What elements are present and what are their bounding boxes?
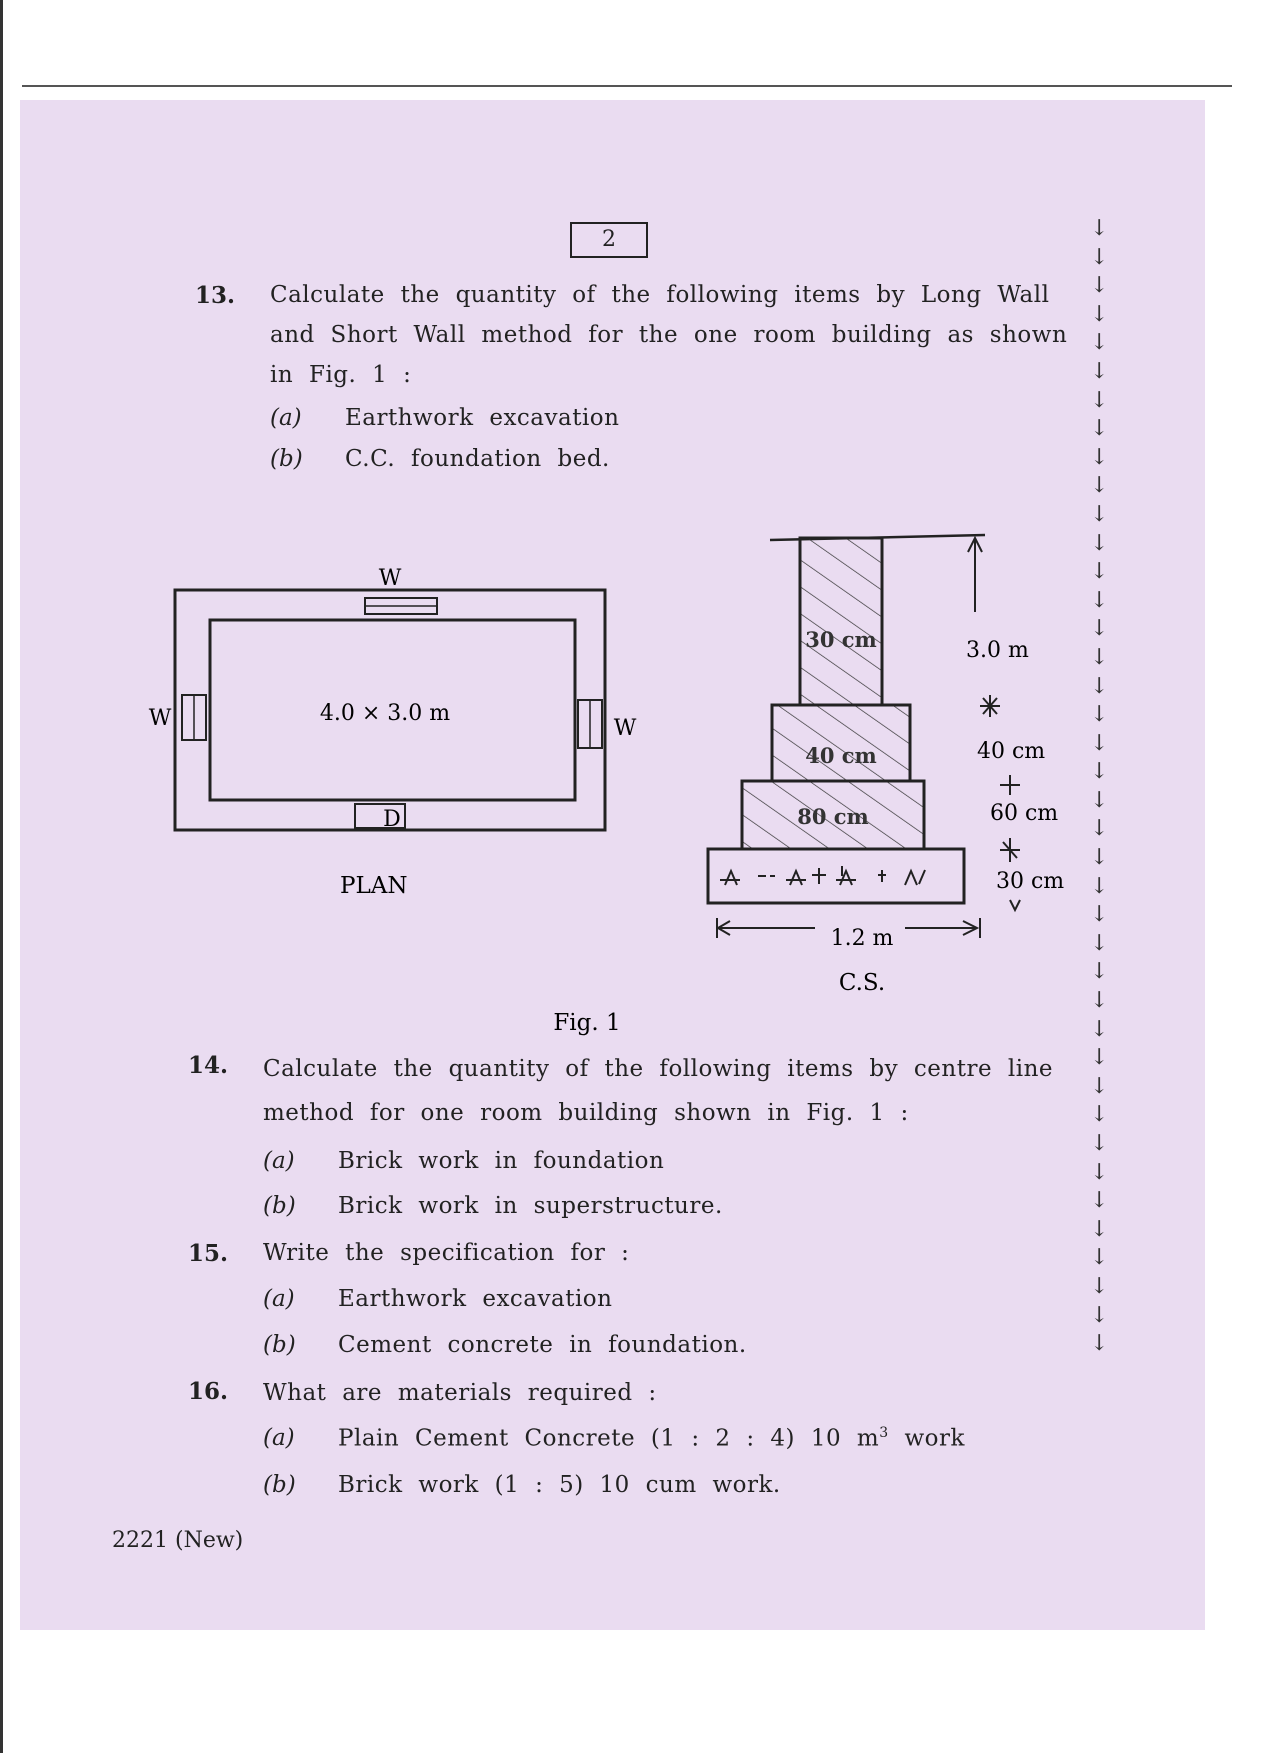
dim-tick-2	[1000, 838, 1020, 862]
question-16-line-1: What are materials required :	[263, 1380, 657, 1406]
margin-arrow-icon: ↓	[1090, 902, 1109, 928]
plan-label-window-right: W	[613, 716, 637, 741]
margin-arrow-icon: ↓	[1090, 1016, 1109, 1042]
margin-arrow-icon: ↓	[1090, 816, 1109, 842]
section-base-width: 1.2 m	[830, 926, 894, 951]
question-16-part-b-text: Brick work (1 : 5) 10 cum work.	[338, 1472, 781, 1498]
plan-drawing	[149, 566, 637, 899]
margin-arrow-icon: ↓	[1090, 644, 1109, 670]
margin-arrow-icon: ↓	[1090, 444, 1109, 470]
margin-arrow-icon: ↓	[1090, 559, 1109, 585]
margin-arrow-icon: ↓	[1090, 1102, 1109, 1128]
question-14-part-b-label: (b)	[263, 1193, 296, 1219]
margin-arrow-icon: ↓	[1090, 1273, 1109, 1299]
margin-arrow-icon: ↓	[1090, 301, 1109, 327]
section-label-wall: 30 cm	[805, 627, 877, 652]
margin-arrow-icon: ↓	[1090, 273, 1109, 299]
question-13-part-b-text: C.C. foundation bed.	[345, 446, 610, 472]
question-16-part-b-label: (b)	[263, 1472, 296, 1498]
margin-arrow-icon: ↓	[1090, 244, 1109, 270]
margin-arrow-icon: ↓	[1090, 787, 1109, 813]
margin-arrow-icon: ↓	[1090, 1131, 1109, 1156]
margin-arrow-icon: ↓	[1090, 1216, 1109, 1242]
margin-arrow-column	[1090, 215, 1130, 1359]
question-14-number: 14.	[188, 1052, 229, 1079]
question-14-part-b-text: Brick work in superstructure.	[338, 1193, 723, 1219]
question-13-line-2: and Short Wall method for the one room building as shown	[270, 322, 1068, 348]
section-height: 3.0 m	[966, 638, 1029, 663]
section-label-step-1: 40 cm	[805, 743, 877, 768]
base-width-dimension	[717, 918, 980, 951]
dim-tick-3	[1010, 900, 1020, 910]
question-16-part-a-text	[338, 1425, 965, 1452]
dim-tick-1	[1000, 775, 1020, 795]
question-13-number: 13.	[195, 282, 236, 309]
plan-window-top	[365, 598, 437, 614]
question-14-part-a-text: Brick work in foundation	[338, 1148, 665, 1174]
margin-arrow-icon: ↓	[1090, 1245, 1109, 1271]
question-15-line-1: Write the specification for :	[263, 1240, 630, 1266]
question-14-part-a-label: (a)	[263, 1148, 295, 1174]
question-16-part-a-label: (a)	[263, 1425, 295, 1451]
question-16-part-a-superscript: 3	[879, 1425, 889, 1441]
section-caption: C.S.	[838, 970, 886, 996]
question-13-part-b-label: (b)	[270, 446, 303, 472]
margin-arrow-icon: ↓	[1090, 673, 1109, 699]
margin-arrow-icon: ↓	[1090, 1045, 1109, 1071]
section-dim-60: 60 cm	[990, 801, 1059, 826]
margin-arrow-icon: ↓	[1090, 1159, 1109, 1185]
plan-caption: PLAN	[340, 873, 408, 899]
plan-label-window-left: W	[148, 706, 172, 731]
margin-arrow-icon: ↓	[1090, 959, 1109, 985]
question-13-part-a-label: (a)	[270, 405, 302, 431]
margin-arrow-icon: ↓	[1090, 330, 1109, 356]
question-16-number: 16.	[188, 1378, 229, 1405]
margin-arrow-icon: ↓	[1090, 616, 1109, 642]
figure-caption: Fig. 1	[553, 1010, 621, 1036]
margin-arrow-icon: ↓	[1090, 1073, 1109, 1099]
question-16-part-a-tail: work	[888, 1425, 965, 1452]
question-15-part-b-text: Cement concrete in foundation.	[338, 1332, 747, 1358]
margin-arrow-icon: ↓	[1090, 530, 1109, 556]
margin-arrow-icon: ↓	[1090, 759, 1109, 785]
margin-arrow-icon: ↓	[1090, 473, 1109, 499]
margin-arrow-icon: ↓	[1090, 845, 1109, 871]
margin-arrow-icon: ↓	[1090, 216, 1109, 241]
question-15-part-a-label: (a)	[263, 1286, 295, 1312]
plan-window-right	[578, 700, 602, 748]
question-13-line-3: in Fig. 1 :	[270, 362, 412, 388]
margin-arrow-icon: ↓	[1090, 930, 1109, 956]
margin-arrow-icon: ↓	[1090, 873, 1109, 899]
question-13-line-1: Calculate the quantity of the following items by Long Wall	[270, 282, 1050, 308]
margin-arrow-icon: ↓	[1090, 416, 1109, 442]
section-wall	[800, 538, 882, 705]
plan-label-window-top: W	[378, 566, 402, 591]
page-number: 2	[570, 222, 648, 258]
margin-arrow-icon: ↓	[1090, 1331, 1109, 1357]
margin-arrow-icon: ↓	[1090, 587, 1109, 613]
question-14-line-2: method for one room building shown in Fig. 1 :	[263, 1100, 909, 1126]
height-dimension	[966, 538, 1029, 717]
plan-room-size: 4.0 × 3.0 m	[319, 701, 451, 726]
margin-arrow-icon: ↓	[1090, 501, 1109, 527]
section-concrete-bed	[708, 849, 964, 903]
plan-label-door: D	[383, 807, 401, 832]
section-label-step-2: 80 cm	[797, 804, 869, 829]
question-16-part-a-main: Plain Cement Concrete (1 : 2 : 4) 10 m	[338, 1425, 880, 1452]
question-15-part-b-label: (b)	[263, 1332, 296, 1358]
margin-arrow-icon: ↓	[1090, 988, 1109, 1014]
section-dim-40: 40 cm	[977, 739, 1046, 764]
paper-code-footer: 2221 (New)	[112, 1528, 244, 1553]
margin-arrow-icon: ↓	[1090, 358, 1109, 384]
margin-arrow-icon: ↓	[1090, 702, 1109, 728]
margin-arrow-icon: ↓	[1090, 1302, 1109, 1328]
section-drawing	[708, 535, 1064, 996]
question-15-number: 15.	[188, 1240, 229, 1267]
question-13-part-a-text: Earthwork excavation	[345, 405, 620, 431]
question-15-part-a-text: Earthwork excavation	[338, 1286, 613, 1312]
question-14-line-1: Calculate the quantity of the following items by centre line	[263, 1056, 1054, 1082]
margin-arrow-icon: ↓	[1090, 387, 1109, 413]
plan-window-left	[182, 695, 206, 740]
section-dim-30: 30 cm	[996, 869, 1065, 894]
margin-arrow-icon: ↓	[1090, 1188, 1109, 1214]
margin-arrow-icon: ↓	[1090, 730, 1109, 756]
